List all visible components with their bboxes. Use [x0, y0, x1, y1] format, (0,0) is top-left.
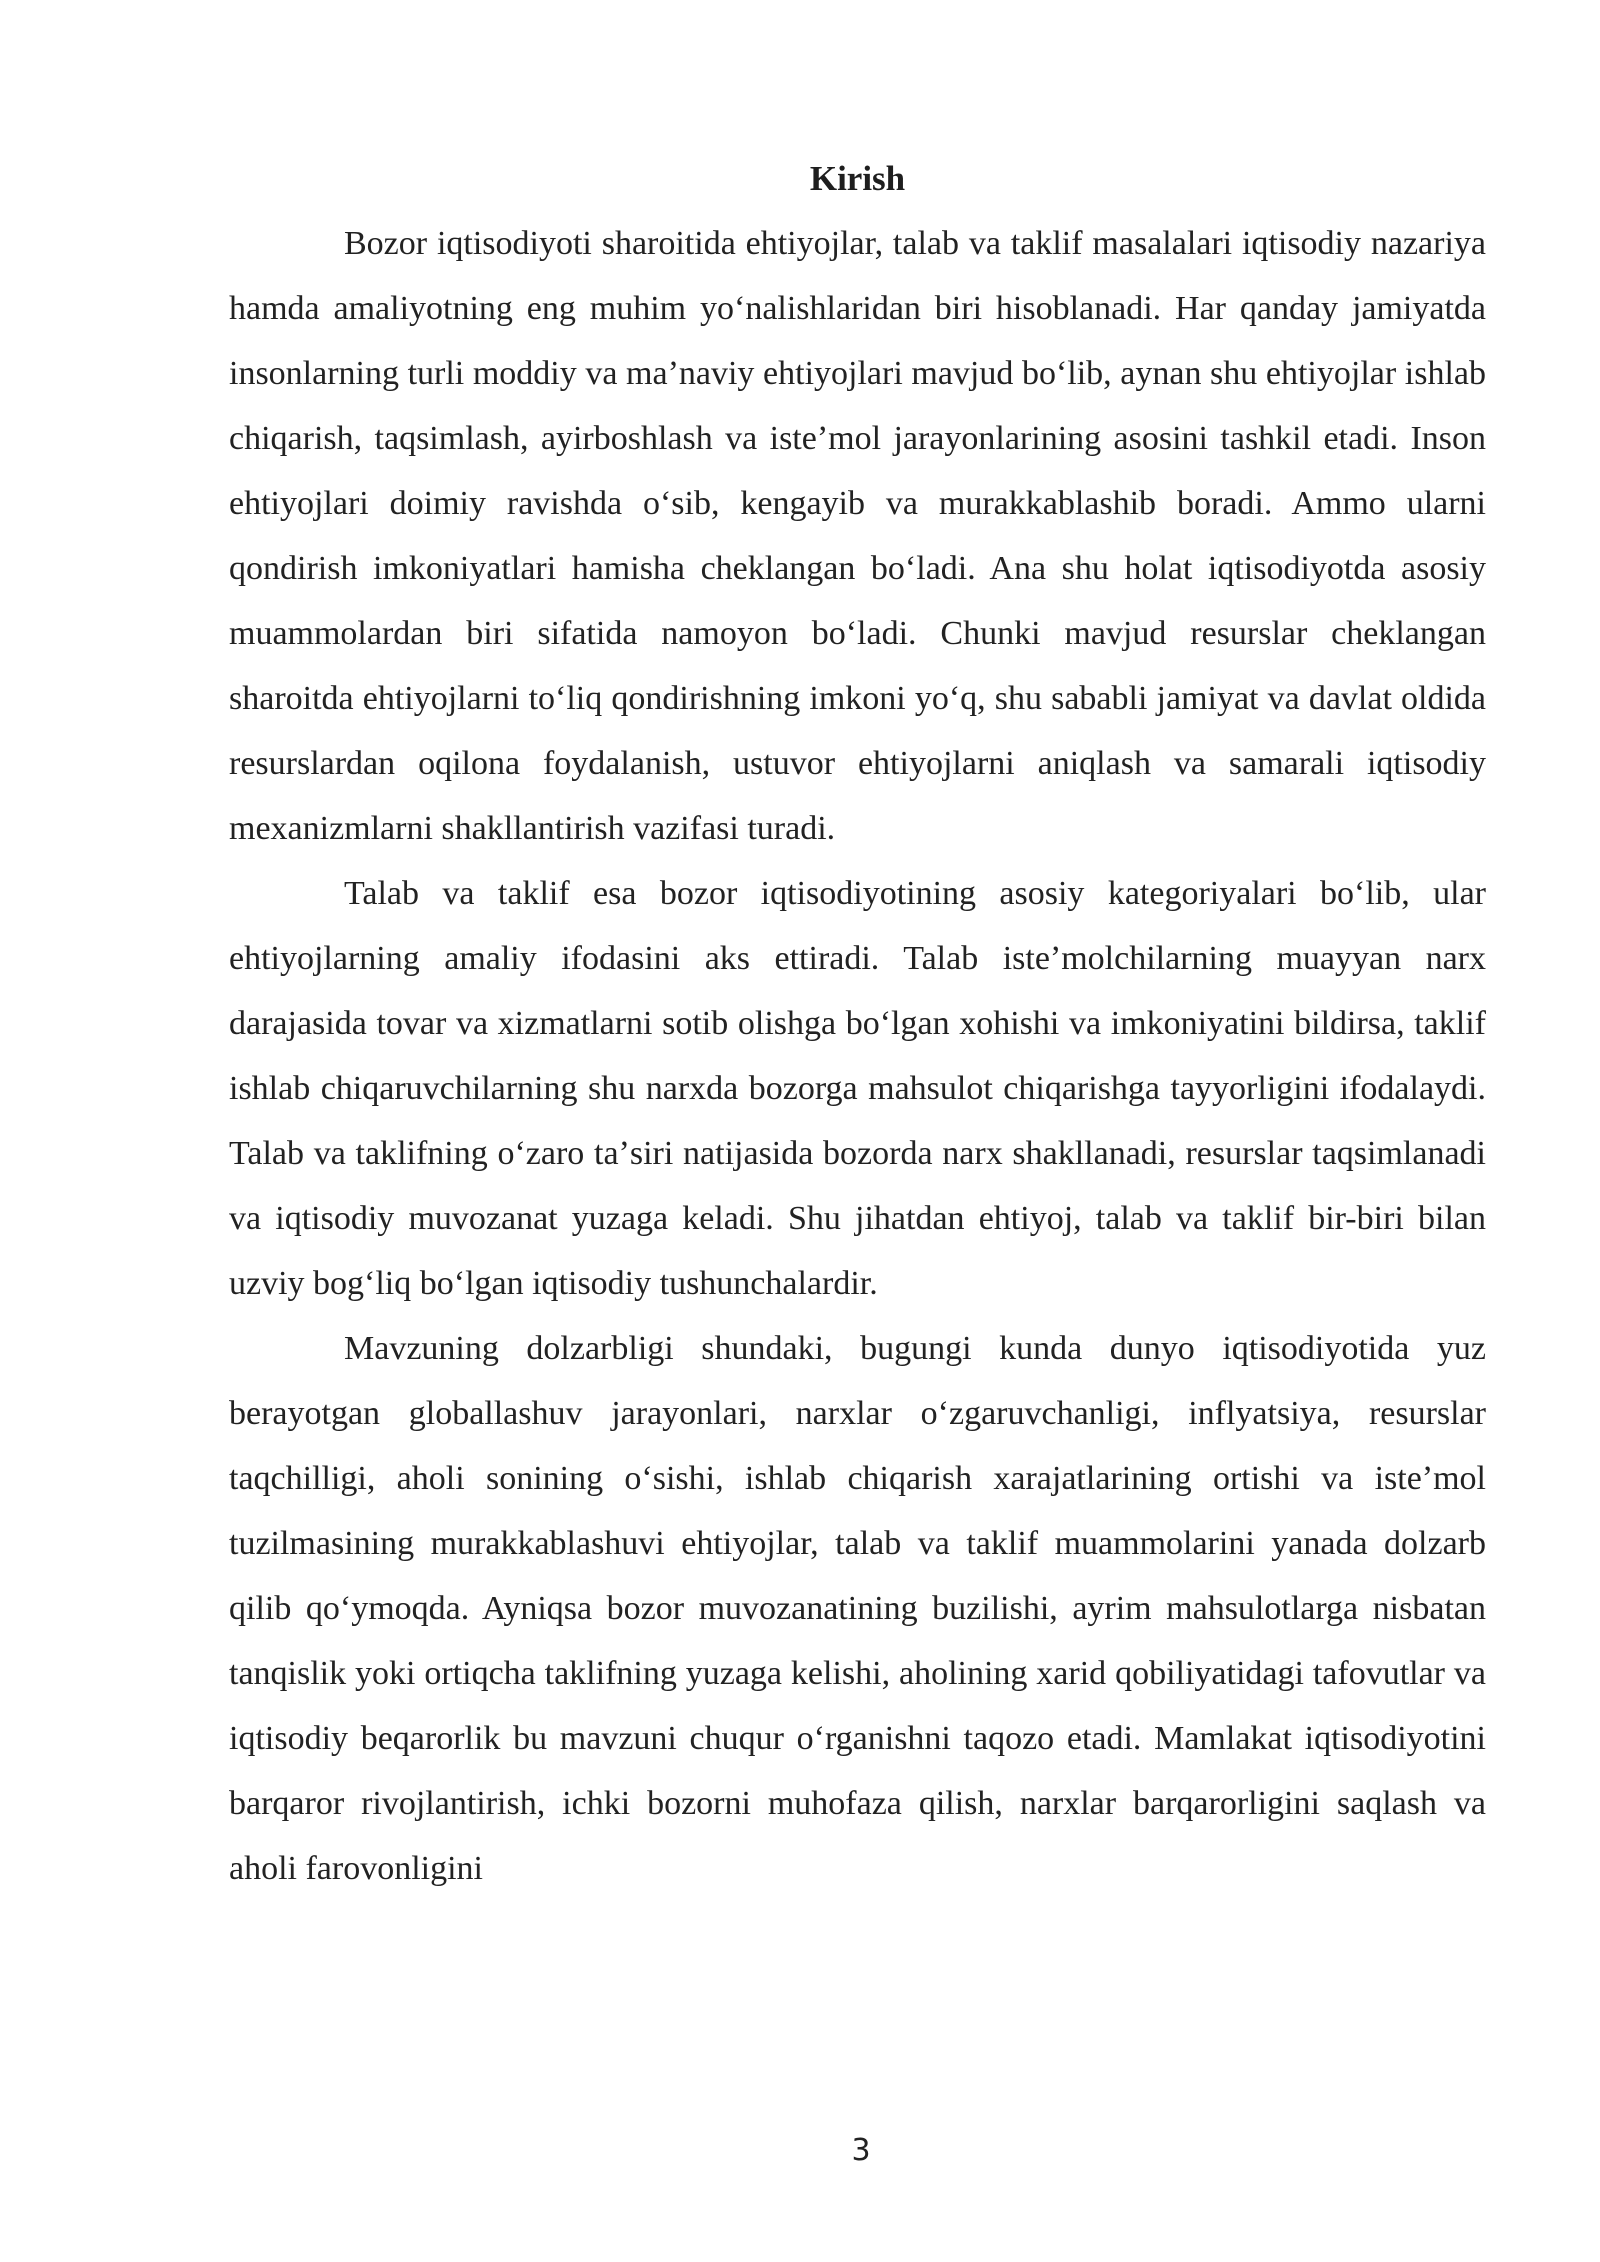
paragraph-supply-demand: Talab va taklif esa bozor iqtisodiyotining asosiy kategoriyalari boʻlib, ular ehtiyojlarning amaliy ifodasini aks ettiradi. Talab isteʼmolchilarning muayyan narx darajasida tovar va xizmatlarni sotib olishga boʻlgan xohishi va imkoniyatini bildirsa, taklif ishlab chiqaruvchilarning shu narxda bozorga mahsulot chiqarishga tayyorligini ifodalaydi. Talab va taklifning oʻzaro taʼsiri natijasida bozorda narx shakllanadi, resurslar taqsimlanadi va iqtisodiy muvozanat yuzaga keladi. Shu jihatdan ehtiyoj, talab va taklif bir-biri bilan uzviy bogʻliq boʻlgan iqtisodiy tushunchalardir.: [229, 875, 1486, 1302]
page-title: Kirish: [809, 159, 906, 198]
page-number: 3: [851, 2133, 871, 2168]
paragraph-relevance: Mavzuning dolzarbligi shundaki, bugungi kunda dunyo iqtisodiyotida yuz berayotgan globallashuv jarayonlari, narxlar oʻzgaruvchanligi, inflyatsiya, resurslar taqchilligi, aholi sonining oʻsishi, ishlab chiqarish xarajatlarining ortishi va isteʼmol tuzilmasining murakkablashuvi ehtiyojlar, talab va taklif muammolarini yanada dolzarb qilib qoʻymoqda. Ayniqsa bozor muvozanatining buzilishi, ayrim mahsulotlarga nisbatan tanqislik yoki ortiqcha taklifning yuzaga kelishi, aholining xarid qobiliyatidagi tafovutlar va iqtisodiy beqarorlik bu mavzuni chuqur oʻrganishni taqozo etadi. Mamlakat iqtisodiyotini barqaror rivojlantirish, ichki bozorni muhofaza qilish, narxlar barqarorligini saqlash va aholi farovonligini: [229, 1330, 1486, 1887]
paragraph-intro: Bozor iqtisodiyoti sharoitida ehtiyojlar, talab va taklif masalalari iqtisodiy nazariya hamda amaliyotning eng muhim yoʻnalishlaridan biri hisoblanadi. Har qanday jamiyatda insonlarning turli moddiy va maʼnaviy ehtiyojlari mavjud boʻlib, aynan shu ehtiyojlar ishlab chiqarish, taqsimlash, ayirboshlash va isteʼmol jarayonlarining asosini tashkil etadi. Inson ehtiyojlari doimiy ravishda oʻsib, kengayib va murakkablashib boradi. Ammo ularni qondirish imkoniyatlari hamisha cheklangan boʻladi. Ana shu holat iqtisodiyotda asosiy muammolardan biri sifatida namoyon boʻladi. Chunki mavjud resurslar cheklangan sharoitda ehtiyojlarni toʻliq qondirishning imkoni yoʻq, shu sababli jamiyat va davlat oldida resurslardan oqilona foydalanish, ustuvor ehtiyojlarni aniqlash va samarali iqtisodiy mexanizmlarni shakllantirish vazifasi turadi.: [229, 225, 1486, 847]
page-body: [229, 146, 1486, 1901]
